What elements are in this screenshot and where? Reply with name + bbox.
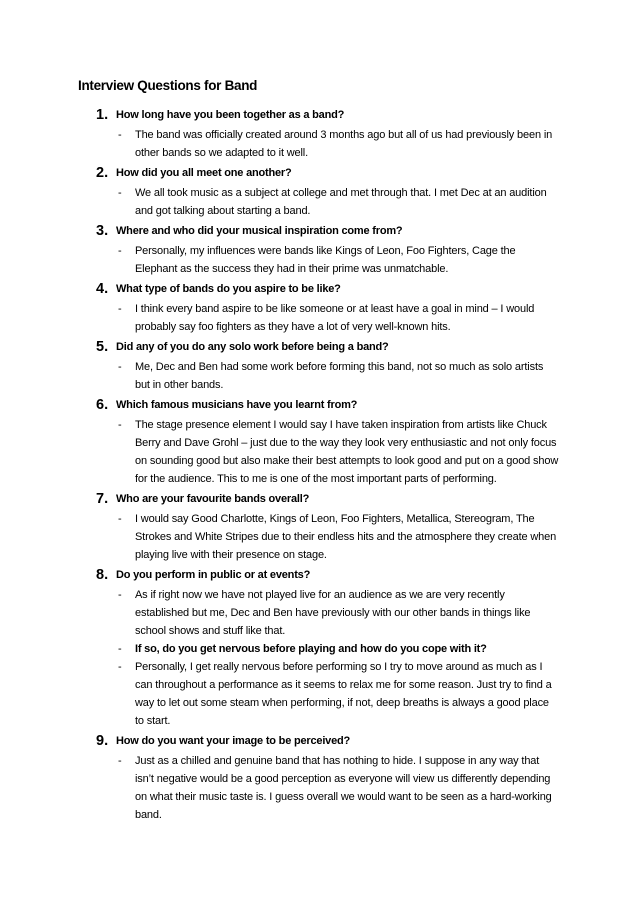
question-row	[0, 220, 638, 242]
page-title: Interview Questions for Band	[78, 78, 258, 93]
question-item	[0, 488, 638, 564]
question-text: Who are your favourite bands overall?	[116, 493, 310, 505]
question-text: Where and who did your musical inspiration come from?	[116, 225, 403, 237]
answer-dash: -	[118, 755, 122, 767]
answer-item	[0, 658, 638, 730]
question-list	[0, 104, 638, 824]
answer-text: Personally, my influences were bands like Kings of Leon, Foo Fighters, Cage the Elephant as the success they had in their prime was unmatchable.	[135, 245, 516, 275]
question-number: 9.	[96, 733, 109, 749]
question-text: How long have you been together as a band?	[116, 109, 345, 121]
question-text: How do you want your image to be perceived?	[116, 735, 351, 747]
question-row	[0, 336, 638, 358]
question-row	[0, 104, 638, 126]
question-number: 2.	[96, 165, 109, 181]
question-item	[0, 564, 638, 730]
question-text: Which famous musicians have you learnt from?	[116, 399, 358, 411]
answer-item	[0, 752, 638, 824]
question-item	[0, 278, 638, 336]
answer-item	[0, 300, 638, 336]
answer-dash: -	[118, 187, 122, 199]
answer-text: I think every band aspire to be like someone or at least have a goal in mind – I would probably say foo fighters as they have a lot of very well-known hits.	[135, 303, 535, 333]
question-number: 6.	[96, 397, 109, 413]
answer-text: Personally, I get really nervous before performing so I try to move around as much as I can throughout a performance as it seems to relax me for some reason. Just try to find a way to let out some steam when performing, if not, deep breaths is always a good place to start.	[135, 661, 552, 727]
question-number: 3.	[96, 223, 109, 239]
question-item	[0, 730, 638, 824]
answer-dash: -	[118, 513, 122, 525]
answer-dash: -	[118, 361, 122, 373]
answer-item	[0, 586, 638, 640]
question-item	[0, 220, 638, 278]
question-row	[0, 488, 638, 510]
question-row	[0, 730, 638, 752]
answer-item	[0, 510, 638, 564]
answer-dash: -	[118, 419, 122, 431]
answer-text: Just as a chilled and genuine band that has nothing to hide. I suppose in any way that isn’t negative would be a good perception as everyone will view us differently depending on what their music taste is. I guess overall we would want to be seen as a hard-working band.	[135, 755, 552, 821]
answer-text: The stage presence element I would say I have taken inspiration from artists like Chuck Berry and Dave Grohl – just due to the way they look very enthusiastic and not only focus on sounding good but also make their best attempts to look good and put on a good show for the audience. This to me is one of the most important parts of performing.	[135, 419, 559, 485]
question-item	[0, 336, 638, 394]
answer-dash: -	[118, 129, 122, 141]
answer-item	[0, 358, 638, 394]
question-number: 8.	[96, 567, 109, 583]
follow-up-question	[0, 640, 638, 658]
answer-dash: -	[118, 661, 122, 673]
answer-text: We all took music as a subject at college and met through that. I met Dec at an audition and got talking about starting a band.	[135, 187, 547, 217]
question-row	[0, 564, 638, 586]
answer-text: Me, Dec and Ben had some work before forming this band, not so much as solo artists but in other bands.	[135, 361, 544, 391]
answer-text: The band was officially created around 3 months ago but all of us had previously been in other bands so we adapted to it well.	[135, 129, 553, 159]
answer-dash: -	[118, 589, 122, 601]
answer-dash: -	[118, 303, 122, 315]
answer-dash: -	[118, 643, 122, 655]
answer-item	[0, 184, 638, 220]
question-row	[0, 162, 638, 184]
question-number: 7.	[96, 491, 109, 507]
question-text: Did any of you do any solo work before being a band?	[116, 341, 389, 353]
answer-item	[0, 126, 638, 162]
follow-up-question-text: If so, do you get nervous before playing and how do you cope with it?	[135, 643, 487, 655]
question-item	[0, 162, 638, 220]
answer-text: As if right now we have not played live for an audience as we are very recently established but me, Dec and Ben have previously with our other bands in things like school shows and stuff like that.	[135, 589, 531, 637]
question-number: 4.	[96, 281, 109, 297]
answer-dash: -	[118, 245, 122, 257]
answer-text: I would say Good Charlotte, Kings of Leon, Foo Fighters, Metallica, Stereogram, The Strokes and White Stripes due to their endless hits and the atmosphere they create when playing live with their presence on stage.	[135, 513, 557, 561]
question-number: 1.	[96, 107, 109, 123]
question-item	[0, 104, 638, 162]
answer-item	[0, 416, 638, 488]
question-text: How did you all meet one another?	[116, 167, 292, 179]
question-row	[0, 278, 638, 300]
question-number: 5.	[96, 339, 109, 355]
question-text: What type of bands do you aspire to be like?	[116, 283, 341, 295]
answer-item	[0, 242, 638, 278]
question-item	[0, 394, 638, 488]
question-row	[0, 394, 638, 416]
question-text: Do you perform in public or at events?	[116, 569, 311, 581]
